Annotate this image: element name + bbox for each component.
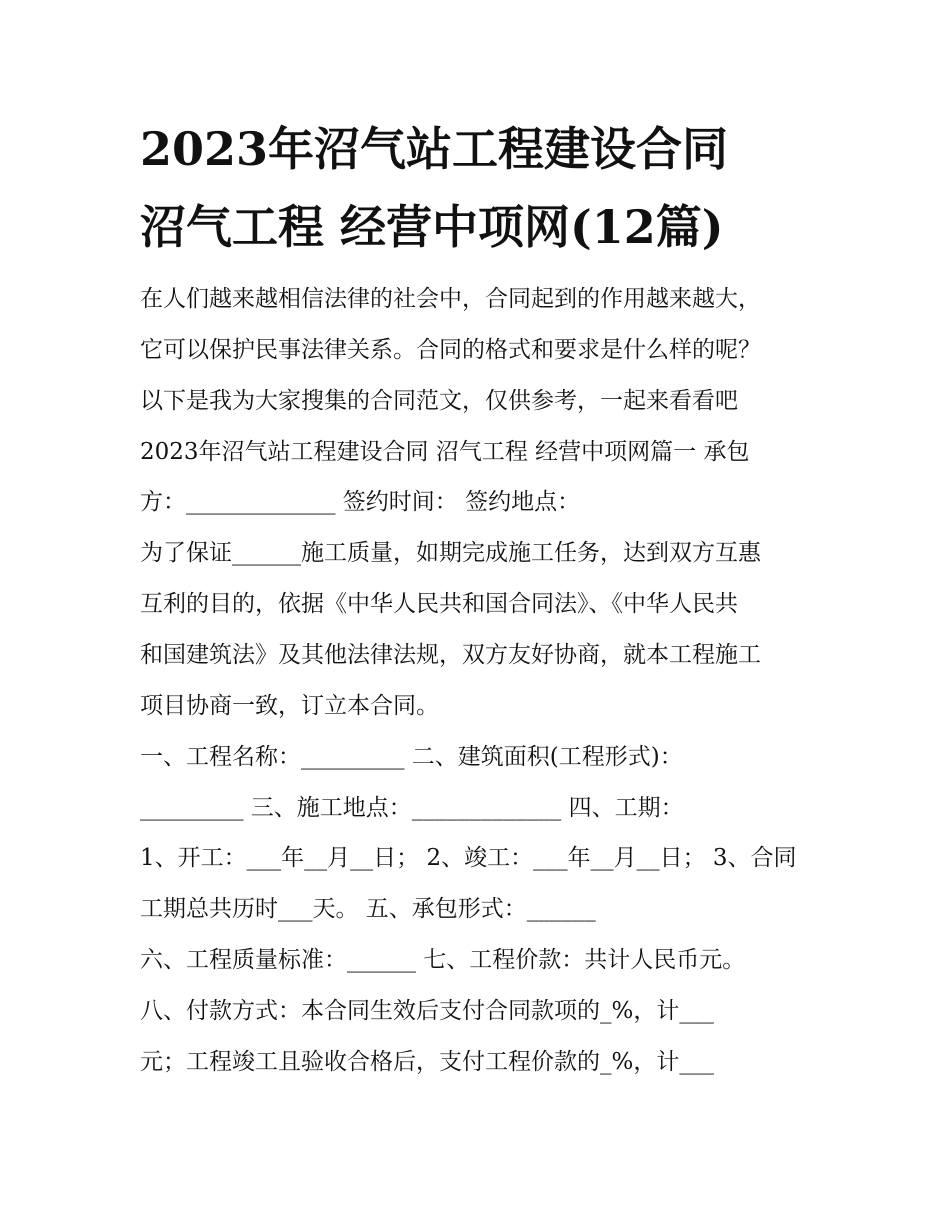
document-title-line-2: 沼气工程 经营中项网(12篇) (140, 200, 724, 254)
body-line-7: 互利的目的，依据《中华人民共和国合同法》、《中华人民共 (140, 591, 738, 617)
body-line-10: 一、工程名称：_________ 二、建筑面积(工程形式)： (140, 744, 683, 770)
body-line-15: 八、付款方式：本合同生效后支付合同款项的_%，计___ (140, 998, 714, 1024)
body-line-14: 六、工程质量标准：______ 七、工程价款：共计人民币元。 (140, 947, 746, 973)
body-line-1: 在人们越来越相信法律的社会中，合同起到的作用越来越大， (140, 286, 761, 312)
body-line-4: 2023年沼气站工程建设合同 沼气工程 经营中项网篇一 承包 (140, 439, 750, 465)
body-line-3: 以下是我为大家搜集的合同范文，仅供参考，一起来看看吧 (140, 388, 738, 414)
body-line-9: 项目协商一致，订立本合同。 (140, 693, 439, 719)
document-title-line-1: 2023年沼气站工程建设合同 (140, 122, 729, 176)
body-line-5: 方：_____________ 签约时间： 签约地点： (140, 489, 581, 515)
body-line-6: 为了保证______施工质量，如期完成施工任务，达到双方互惠 (140, 540, 761, 566)
body-line-2: 它可以保护民事法律关系。合同的格式和要求是什么样的呢？ (140, 337, 761, 363)
body-line-8: 和国建筑法》及其他法律法规，双方友好协商，就本工程施工 (140, 642, 761, 668)
body-line-12: 1、开工：___年__月__日； 2、竣工：___年__月__日； 3、合同 (140, 845, 797, 871)
body-line-11: _________ 三、施工地点：_____________ 四、工期： (140, 795, 684, 821)
body-line-16: 元；工程竣工且验收合格后，支付工程价款的_%，计___ (140, 1049, 714, 1075)
body-line-13: 工期总共历时___天。 五、承包形式：______ (140, 896, 596, 922)
